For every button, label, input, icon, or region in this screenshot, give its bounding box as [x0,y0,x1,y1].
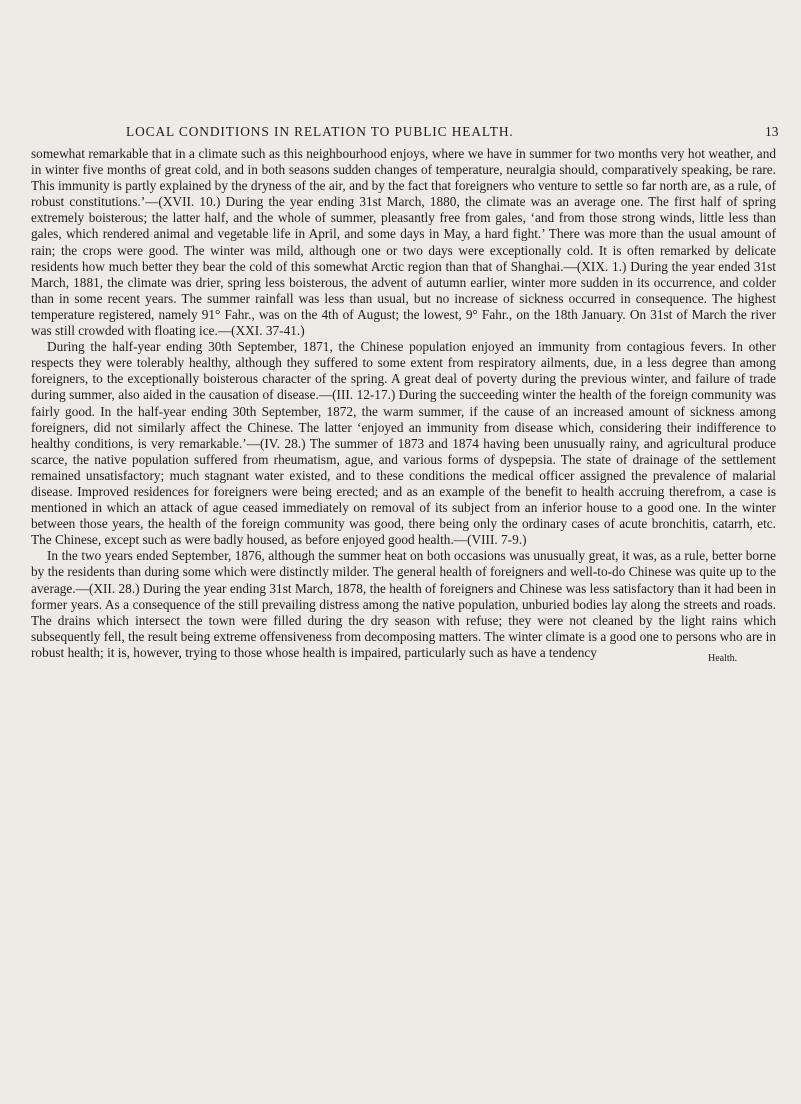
paragraph-1: somewhat remarkable that in a climate such as this neighbourhood enjoys, where we have in summer for two months very hot weather, and in winter five months of great cold, and in both seasons sudden changes of temperature, neuralgia should, comparatively speaking, be rare. This immunity is partly explained by the dryness of the air, and by the fact that foreigners who venture to settle so far north are, as a rule, of robust constitutions.’—(XVII. 10.) During the year ending 31st March, 1880, the climate was an average one. The first half of spring extremely boisterous; the latter half, and the whole of summer, pleasantly free from gales, ‘and from those strong winds, little less than gales, which rendered animal and vegetable life in April, and some days in May, a hard fight.’ There was more than the usual amount of rain; the crops were good. The winter was mild, although one or two days were exceptionally cold. It is often remarked by delicate residents how much better they bear the cold of this somewhat Arctic region than that of Shanghai.—(XIX. 1.) During the year ended 31st March, 1881, the climate was drier, spring less boisterous, the advent of autumn earlier, winter more sudden in its occurrence, and colder than in some recent years. The summer rainfall was less than usual, but no increase of sickness occurred in consequence. The highest temperature registered, namely 91° Fahr., was on the 4th of August; the lowest, 9° Fahr., on the 18th January. On 31st of March the river was still crowded with floating ice.—(XXI. 37-41.) [31,146,776,339]
margin-note: Health. [708,653,738,664]
paragraph-2: During the half-year ending 30th September, 1871, the Chinese population enjoyed an immunity from contagious fevers. In other respects they were tolerably healthy, although they suffered to some extent from respiratory ailments, due, in a less degree than among foreigners, to the exceptionally boisterous character of the spring. A great deal of poverty during the previous winter, and failure of trade during summer, also aided in the causation of disease.—(III. 12-17.) During the succeeding winter the health of the foreign community was fairly good. In the half-year ending 30th September, 1872, the warm summer, if the cause of an increased amount of sickness among foreigners, did not similarly affect the Chinese. The latter ‘enjoyed an immunity from disease which, considering their indifference to healthy conditions, is very remarkable.’—(IV. 28.) The summer of 1873 and 1874 having been unusually rainy, and agricultural produce scarce, the native population suffered from rheumatism, ague, and various forms of dyspepsia. The state of drainage of the settlement remained unsatisfactory; much stagnant water existed, and to these conditions the medical officer assigned the prevalence of malarial disease. Improved residences for foreigners were being erected; and as an example of the benefit to health accruing therefrom, a case is mentioned in which an attack of ague ceased immediately on removal of its subject from an inferior house to a good one. In the winter between those years, the health of the foreign community was good, there being only the ordinary cases of acute bronchitis, catarrh, etc. The Chinese, except such as were badly housed, as before enjoyed good health.—(VIII. 7-9.) [31,339,776,548]
running-title: LOCAL CONDITIONS IN RELATION TO PUBLIC HEALTH. [126,124,514,139]
body-text [31,146,776,661]
page-number: 13 [765,124,779,139]
paragraph-3: In the two years ended September, 1876, although the summer heat on both occasions was unusually great, it was, as a rule, better borne by the residents than during some which were distinctly milder. The general health of foreigners and well-to-do Chinese was quite up to the average.—(XII. 28.) During the year ending 31st March, 1878, the health of foreigners and Chinese was less satisfactory than it had been in former years. As a consequence of the still prevailing distress among the native population, unburied bodies lay along the streets and roads. The drains which intersect the town were filled during the dry season with refuse; they were not cleaned by the light rains which subsequently fell, the result being extreme offensiveness from decomposing matters. The winter climate is a good one to persons who are in robust health; it is, however, trying to those whose health is impaired, particularly such as have a tendency [31,548,776,660]
